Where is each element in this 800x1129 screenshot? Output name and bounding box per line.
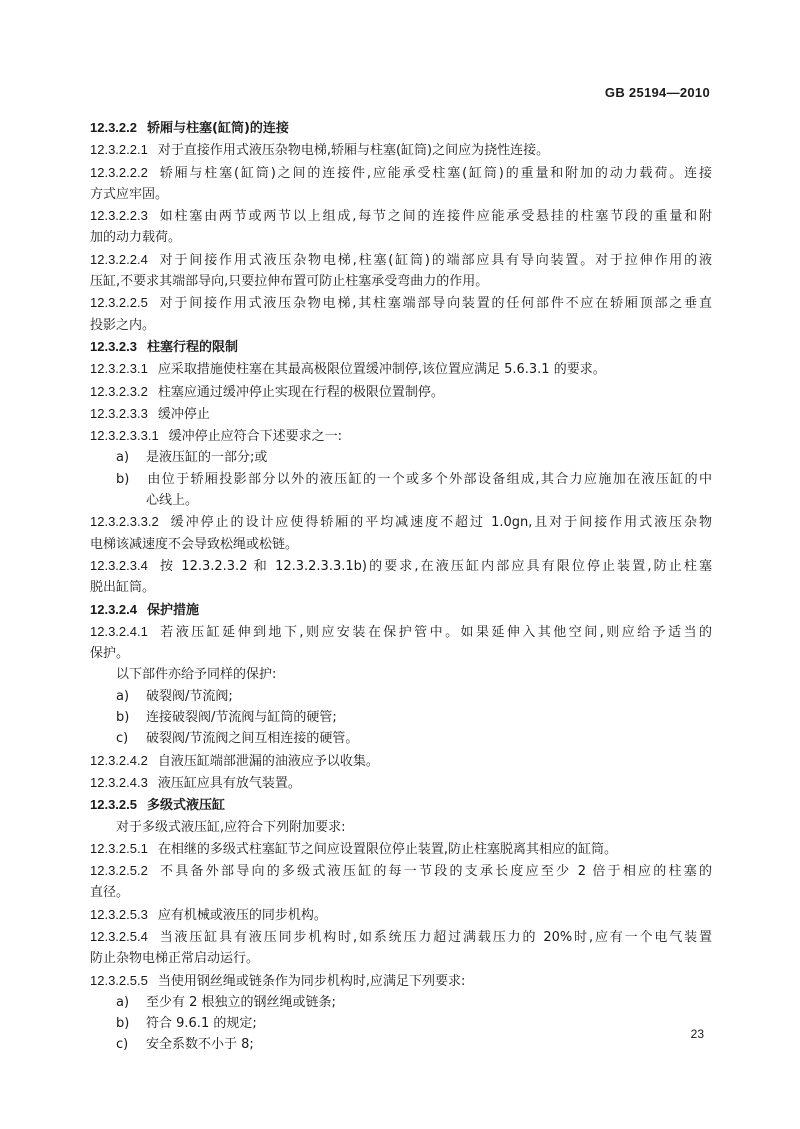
list-marker: a) (116, 450, 130, 466)
line-text: 投影之内。 (90, 317, 156, 333)
line-text: 安全系数不小于 8; (146, 1037, 254, 1053)
line-text: 符合 9.6.1 的规定; (146, 1016, 257, 1032)
line-text: 对于间接作用式液压杂物电梯,其柱塞端部导向装置的任何部件不应在轿厢顶部之垂直 (157, 296, 712, 312)
list-item (90, 728, 712, 749)
clause-number: 12.3.2.2.4 (90, 251, 148, 267)
clause-line (90, 336, 712, 358)
line-text: 保护。 (90, 646, 130, 662)
line-text: 当使用钢丝绳或链条作为同步机构时,应满足下列要求: (157, 973, 466, 989)
clause-number: 12.3.2.5.5 (90, 972, 148, 988)
clause-number: 12.3.2.3.3 (90, 405, 148, 421)
line-text: 柱塞行程的限制 (147, 339, 239, 355)
list-marker: c) (116, 731, 129, 747)
line-text: 至少有 2 根独立的钢丝绳或链条; (146, 994, 336, 1010)
line-text: 破裂阀/节流阀; (146, 688, 233, 704)
line-text: 加的动力载荷。 (90, 230, 182, 246)
body-text (90, 117, 712, 1056)
clause-number: 12.3.2.5.4 (90, 928, 148, 944)
page-number: 23 (690, 1027, 704, 1041)
line-text: 当液压缸具有液压同步机构时,如系统压力超过满载压力的 20%时,应有一个电气装置 (157, 929, 712, 945)
line-text: 缓冲停止的设计应使得轿厢的平均减速度不超过 1.0gn,且对于间接作用式液压杂物 (168, 515, 712, 531)
clause-number: 12.3.2.2.5 (90, 295, 148, 311)
text-line (90, 534, 712, 555)
clause-line (90, 904, 712, 926)
clause-number: 12.3.2.3 (90, 338, 137, 354)
line-text: 电梯该减速度不会导致松绳或松链。 (90, 536, 299, 552)
list-marker: b) (116, 1016, 130, 1032)
line-text: 以下部件亦给予同样的保护: (116, 667, 277, 683)
line-text: 对于直接作用式液压杂物电梯,轿厢与柱塞(缸筒)之间应为挠性连接。 (157, 143, 550, 159)
standard-number: GB 25194—2010 (604, 85, 710, 100)
clause-line (90, 139, 712, 161)
clause-line (90, 970, 712, 992)
list-item (90, 992, 712, 1013)
text-line (90, 577, 712, 598)
line-text: 脱出缸筒。 (90, 580, 156, 596)
clause-line (90, 860, 712, 882)
clause-line (90, 425, 712, 447)
line-text: 自液压缸端部泄漏的油液应予以收集。 (157, 753, 379, 769)
list-item (90, 469, 712, 490)
line-text: 压缸,不要求其端部导向,只要拉伸布置可防止柱塞承受弯曲力的作用。 (90, 274, 489, 290)
line-text: 是液压缸的一部分;或 (146, 450, 268, 466)
line-text: 按 12.3.2.3.2 和 12.3.2.3.3.1b)的要求,在液压缸内部应具有限位停止装置,防止柱塞 (157, 558, 712, 574)
clause-number: 12.3.2.5.3 (90, 906, 148, 922)
list-item (90, 707, 712, 728)
line-text: 缓冲停止 (157, 406, 210, 422)
clause-line (90, 555, 712, 577)
clause-number: 12.3.2.3.1 (90, 361, 148, 377)
clause-line (90, 772, 712, 794)
clause-number: 12.3.2.2.1 (90, 142, 148, 158)
clause-line (90, 511, 712, 533)
text-line (90, 315, 712, 336)
clause-line (90, 249, 712, 271)
line-text: 防止杂物电梯正常启动运行。 (90, 951, 260, 967)
clause-line (90, 926, 712, 948)
clause-number: 12.3.2.4.3 (90, 774, 148, 790)
clause-number: 12.3.2.2.2 (90, 164, 148, 180)
clause-number: 12.3.2.4.2 (90, 752, 148, 768)
line-text: 由位于轿厢投影部分以外的液压缸的一个或多个外部设备组成,其合力应施加在液压缸的中 (146, 471, 712, 487)
list-marker: b) (116, 710, 130, 726)
clause-line (90, 292, 712, 314)
line-text: 液压缸应具有放气装置。 (157, 775, 301, 791)
list-item (90, 1013, 712, 1034)
clause-number: 12.3.2.3.4 (90, 557, 148, 573)
text-line (90, 227, 712, 248)
clause-line (90, 621, 712, 643)
clause-number: 12.3.2.3.3.2 (90, 514, 159, 530)
clause-number: 12.3.2.5.1 (90, 840, 148, 856)
line-text: 在相继的多级式柱塞缸节之间应设置限位停止装置,防止柱塞脱离其相应的缸筒。 (157, 841, 617, 857)
clause-number: 12.3.2.5 (90, 797, 137, 813)
line-text: 缓冲停止应符合下述要求之一: (168, 429, 343, 445)
clause-line (90, 358, 712, 380)
text-line (90, 184, 712, 205)
line-text: 心线上。 (146, 493, 199, 509)
line-text: 轿厢与柱塞(缸筒)的连接 (147, 121, 289, 136)
clause-line (90, 750, 712, 772)
list-item (90, 447, 712, 468)
line-text: 应有机械或液压的同步机构。 (157, 907, 327, 923)
line-text: 对于间接作用式液压杂物电梯,柱塞(缸筒)的端部应具有导向装置。对于拉伸作用的液 (157, 252, 712, 268)
line-text: 应采取措施使柱塞在其最高极限位置缓冲制停,该位置应满足 5.6.3.1 的要求。 (157, 362, 606, 378)
line-text: 对于多级式液压缸,应符合下列附加要求: (116, 819, 346, 835)
clause-number: 12.3.2.4 (90, 601, 137, 617)
clause-line (90, 794, 712, 816)
line-text: 如柱塞由两节或两节以上组成,每节之间的连接件应能承受悬挂的柱塞节段的重量和附 (157, 209, 712, 225)
line-text: 不具备外部导向的多级式液压缸的每一节段的支承长度应至少 2 倍于相应的柱塞的 (157, 864, 712, 880)
list-marker: a) (116, 994, 130, 1010)
text-line (90, 490, 712, 511)
line-text: 保护措施 (147, 602, 200, 618)
text-line (90, 948, 712, 969)
clause-line (90, 381, 712, 403)
clause-line (90, 403, 712, 425)
text-line (90, 271, 712, 292)
line-text: 直径。 (90, 885, 130, 901)
list-marker: b) (116, 471, 130, 487)
text-line (90, 882, 712, 903)
text-line (90, 643, 712, 664)
list-item (90, 1034, 712, 1055)
list-marker: c) (116, 1037, 129, 1053)
clause-line (90, 162, 712, 184)
clause-line (90, 838, 712, 860)
clause-number: 12.3.2.2 (90, 120, 137, 135)
clause-number: 12.3.2.3.2 (90, 383, 148, 399)
text-line (90, 817, 712, 838)
clause-line (90, 599, 712, 621)
clause-line (90, 205, 712, 227)
line-text: 柱塞应通过缓冲停止实现在行程的极限位置制停。 (157, 384, 444, 400)
list-item (90, 686, 712, 707)
clause-number: 12.3.2.4.1 (90, 623, 148, 639)
line-text: 轿厢与柱塞(缸筒)之间的连接件,应能承受柱塞(缸筒)的重量和附加的动力载荷。连接 (157, 165, 712, 181)
line-text: 连接破裂阀/节流阀与缸筒的硬管; (146, 710, 337, 726)
clause-number: 12.3.2.2.3 (90, 208, 148, 224)
clause-number: 12.3.2.5.2 (90, 863, 148, 879)
clause-number: 12.3.2.3.3.1 (90, 428, 159, 444)
list-marker: a) (116, 688, 130, 704)
line-text: 多级式液压缸 (147, 798, 226, 814)
line-text: 破裂阀/节流阀之间互相连接的硬管。 (146, 731, 359, 747)
clause-line (90, 117, 712, 139)
text-line (90, 664, 712, 685)
line-text: 若液压缸延伸到地下,则应安装在保护管中。如果延伸入其他空间,则应给予适当的 (157, 624, 712, 640)
line-text: 方式应牢固。 (90, 186, 169, 202)
